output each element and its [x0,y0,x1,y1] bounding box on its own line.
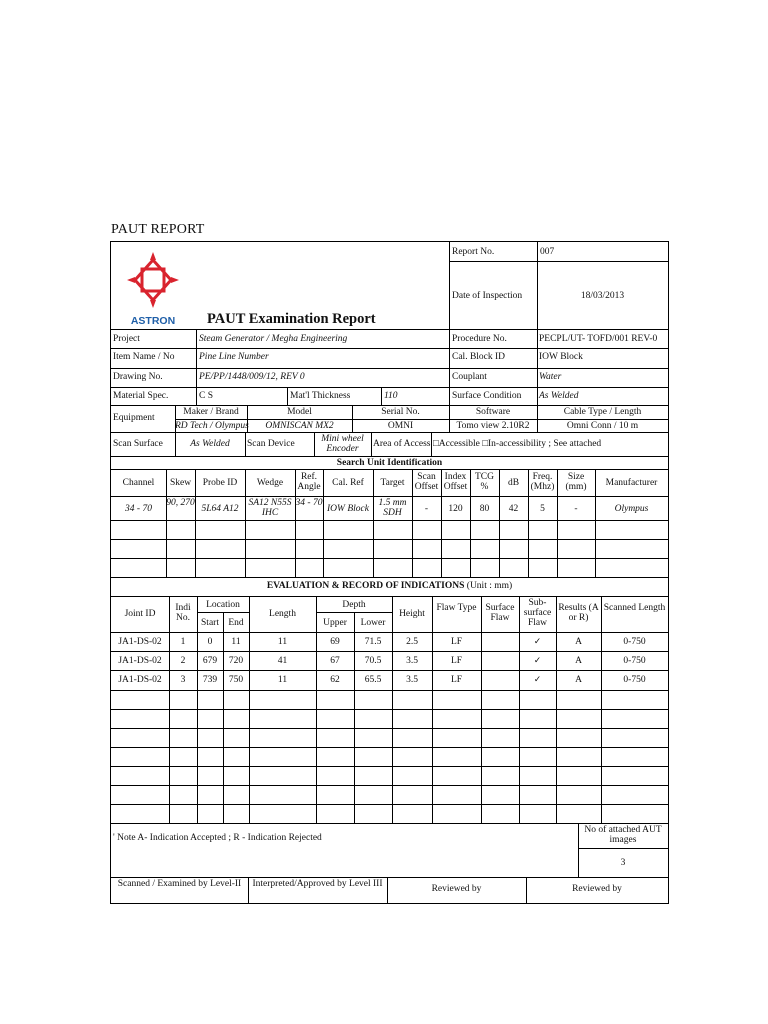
grid-line [111,456,668,457]
procedure-value: PECPL/UT- TOFD/001 REV-0 [539,334,658,344]
eval-header-results: Results (A or R) [558,603,599,623]
date-label: Date of Inspection [452,291,523,301]
grid-line [537,242,538,329]
evaluation-cell: 70.5 [364,656,382,666]
equipment-value: RD Tech / Olympus [175,421,249,431]
search-unit-header: Freq. (Mhz) [530,472,555,492]
attached-images-label: No of attached AUT images [584,825,662,845]
compass-star-icon [125,252,181,332]
couplant-label: Couplant [452,372,487,382]
evaluation-cell: 0-750 [623,675,646,685]
search-unit-cell: 34 - 70 [125,504,152,514]
grid-line [111,747,668,748]
search-unit-cell: 120 [448,504,463,514]
evaluation-cell: ✓ [533,675,542,685]
eval-header-lower: Lower [360,618,386,628]
search-unit-cell: - [424,504,429,514]
grid-line [431,432,432,456]
area-of-access-label: Area of Access [373,439,431,449]
evaluation-cell: 2 [180,656,186,666]
surface-condition-label: Surface Condition [452,391,522,401]
evaluation-cell: ✓ [533,656,542,666]
grid-line [449,329,450,405]
eval-header-start: Start [201,618,219,628]
grid-line [111,709,668,710]
surface-condition-value: As Welded [539,391,579,401]
grid-line [111,670,668,671]
search-unit-cell: 1.5 mm SDH [378,498,407,518]
grid-line [111,432,668,433]
grid-line [316,596,317,823]
scan-surface-value: As Welded [190,439,230,449]
eval-header-flaw-type: Flaw Type [436,603,477,613]
material-value: C S [199,391,213,401]
evaluation-cell: 41 [277,656,288,666]
grid-line [111,823,668,824]
evaluation-cell: 1 [180,637,186,647]
equipment-header: Cable Type / Length [563,407,642,417]
report-sheet [110,241,669,904]
grid-line [111,577,668,578]
evaluation-cell: LF [450,656,463,666]
note-text: ' Note A- Indication Accepted ; R - Indication Rejected [113,833,322,843]
project-value: Steam Generator / Megha Engineering [199,334,348,344]
search-unit-header: TCG % [475,472,494,492]
drawing-label: Drawing No. [113,372,163,382]
astron-logo [125,252,181,332]
grid-line [578,848,668,849]
search-unit-cell: 5 [540,504,545,514]
grid-line [287,387,288,405]
evaluation-cell: 0-750 [623,637,646,647]
eval-header-length: Length [269,609,296,619]
evaluation-cell: 3.5 [406,675,418,685]
search-unit-cell: - [574,504,578,514]
report-no-value: 007 [540,247,555,257]
signoff-reviewed-1: Reviewed by [431,884,482,894]
procedure-label: Procedure No. [452,334,507,344]
evaluation-cell: LF [450,637,463,647]
eval-header-surface-flaw: Surface Flaw [485,603,515,623]
evaluation-cell: 69 [330,637,340,647]
report-no-label: Report No. [452,247,495,257]
area-of-access-value: □Accessible □In-accessibility ; See attached [433,439,602,449]
grid-line [111,785,668,786]
evaluation-title-line [111,581,668,591]
search-unit-header: dB [507,478,520,488]
evaluation-cell: 11 [231,637,241,647]
grid-line [556,596,557,823]
evaluation-cell: JA1-DS-02 [118,656,162,666]
search-unit-header: Probe ID [202,478,238,488]
search-unit-cell: SA12 N55S IHC [248,498,292,518]
search-unit-header: Manufacturer [605,478,658,488]
evaluation-cell: 720 [228,656,244,666]
evaluation-cell: 71.5 [364,637,382,647]
grid-line [111,368,668,369]
project-label: Project [113,334,140,344]
evaluation-cell: 739 [202,675,218,685]
scan-surface-label: Scan Surface [113,439,163,449]
couplant-value: Water [539,372,562,382]
grid-line [245,432,246,456]
evaluation-cell: 2.5 [406,637,418,647]
grid-line [449,261,668,262]
equipment-value: Omni Conn / 10 m [566,421,639,431]
search-unit-header: Wedge [256,478,284,488]
eval-header-end: End [228,618,244,628]
search-unit-cell: 34 - 70 [295,498,323,508]
grid-line [111,877,668,878]
logo-wordmark: ASTRON [130,315,176,327]
search-unit-header: Index Offset [443,472,468,492]
evaluation-cell: 65.5 [364,675,382,685]
grid-line [111,596,668,597]
thickness-label: Mat'l Thickness [290,391,351,401]
scan-device-value: Mini wheel Encoder [321,434,364,454]
attached-images-value: 3 [620,858,626,868]
equipment-value: OMNISCAN MX2 [265,421,334,431]
material-label: Material Spec. [113,391,169,401]
eval-header-height: Height [399,609,425,619]
scan-device-label: Scan Device [247,439,295,449]
evaluation-cell: 750 [228,675,244,685]
grid-line [111,405,668,406]
grid-line [249,596,250,823]
grid-line [481,596,482,823]
evaluation-cell: 3.5 [406,656,418,666]
grid-line [537,329,538,405]
grid-line [519,596,520,823]
grid-line [169,596,170,823]
search-unit-header: Target [380,478,405,488]
grid-line [111,651,668,652]
grid-line [111,728,668,729]
evaluation-cell: 11 [277,637,288,647]
grid-line [111,766,668,767]
equipment-header: Maker / Brand [183,407,239,417]
grid-line [175,419,668,420]
evaluation-cell: 67 [330,656,340,666]
search-unit-header: Scan Offset [414,472,439,492]
evaluation-cell: A [575,656,582,666]
equipment-value: Tomo view 2.10R2 [456,421,530,431]
equipment-header: Software [475,407,511,417]
evaluation-cell: A [575,637,582,647]
search-unit-header: Cal. Ref [332,478,364,488]
cal-block-value: IOW Block [539,352,583,362]
eval-header-location: Location [206,600,240,610]
equipment-header: Model [287,407,312,417]
grid-line [111,348,668,349]
date-value: 18/03/2013 [580,291,625,301]
evaluation-title: EVALUATION & RECORD OF INDICATIONS [266,581,465,591]
search-unit-cell: 80 [479,504,490,514]
equipment-value: OMNI [387,421,414,431]
evaluation-cell: ✓ [533,637,542,647]
evaluation-cell: 0-750 [623,656,646,666]
eval-header-indi: Indi No. [175,603,191,623]
eval-header-upper: Upper [323,618,347,628]
eval-header-sub-surface: Sub- surface Flaw [523,598,552,628]
grid-line [392,596,393,823]
equipment-label: Equipment [113,413,155,423]
search-unit-header: Skew [169,478,192,488]
evaluation-cell: 11 [277,675,288,685]
grid-line [381,387,382,405]
signoff-reviewed-2: Reviewed by [572,884,622,894]
signoff-scanned: Scanned / Examined by Level-II [117,879,242,889]
search-unit-cell: 42 [508,504,519,514]
eval-header-scanned: Scanned Length [603,603,666,613]
evaluation-cell: JA1-DS-02 [118,675,162,685]
grid-line [601,596,602,823]
grid-line [196,329,197,405]
evaluation-cell: LF [450,675,463,685]
grid-line [432,596,433,823]
grid-line [111,632,668,633]
search-unit-cell: 5L64 A12 [201,504,239,514]
grid-line [111,690,668,691]
thickness-value: 110 [384,391,398,401]
item-value: Pine Line Number [199,352,269,362]
evaluation-cell: 0 [207,637,213,647]
search-unit-cell: IOW Block [327,504,369,514]
signoff-interpreted: Interpreted/Approved by Level III [252,879,383,889]
grid-line [111,387,668,388]
item-label: Item Name / No [113,352,175,362]
search-unit-header: Channel [122,478,155,488]
evaluation-cell: 62 [330,675,340,685]
grid-line [449,242,450,329]
evaluation-unit: (Unit : mm) [466,581,513,591]
eval-header-joint: Joint ID [124,609,156,619]
grid-line [197,596,198,823]
grid-line [371,432,372,456]
evaluation-cell: 3 [180,675,186,685]
report-title: PAUT Examination Report [207,311,376,327]
evaluation-cell: A [575,675,582,685]
equipment-header: Serial No. [381,407,420,417]
eval-header-depth: Depth [342,600,366,610]
cal-block-label: Cal. Block ID [452,352,506,362]
grid-line [111,804,668,805]
page-heading: PAUT REPORT [111,222,205,237]
search-unit-cell: 90, 270 [166,498,195,508]
search-unit-header: Size (mm) [565,472,587,492]
grid-line [111,329,668,330]
evaluation-cell: 679 [202,656,218,666]
search-unit-cell: Olympus [614,504,649,514]
search-unit-header: Ref. Angle [297,472,321,492]
evaluation-cell: JA1-DS-02 [118,637,162,647]
search-unit-title: Search Unit Identification [336,458,443,468]
drawing-value: PE/PP/1448/009/12, REV 0 [199,372,305,382]
